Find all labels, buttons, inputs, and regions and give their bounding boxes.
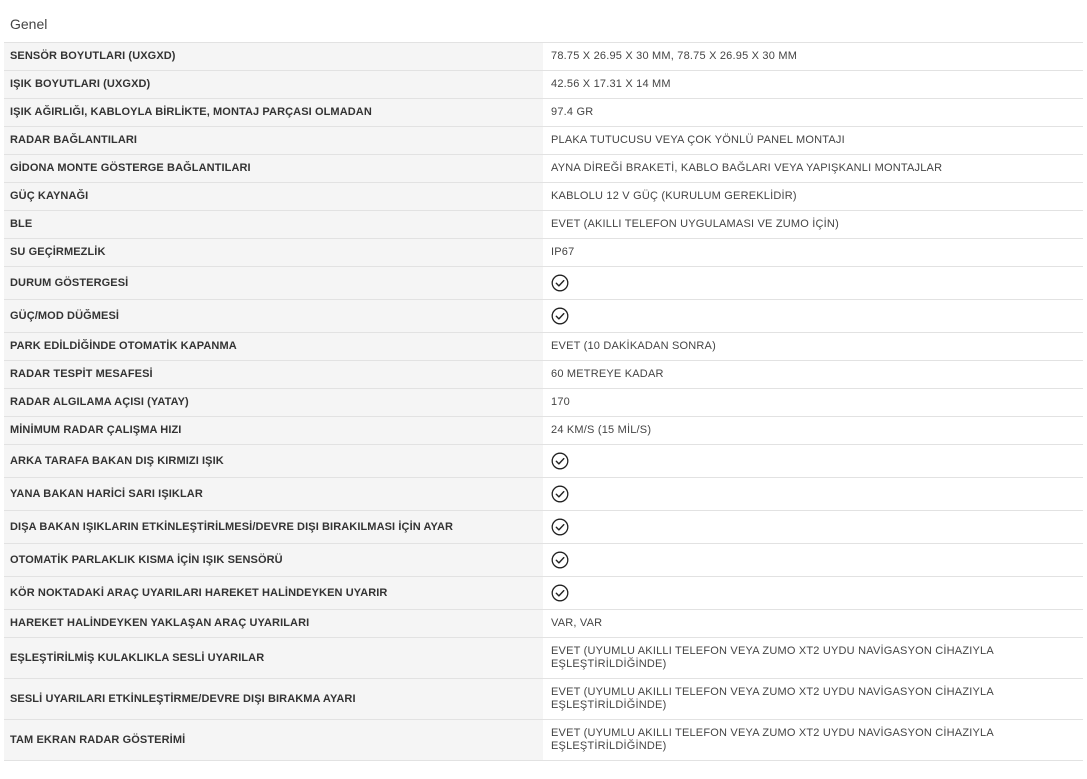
table-row (4, 577, 1083, 610)
spec-label: SENSÖR BOYUTLARI (UXGXD) (4, 43, 543, 71)
spec-label: DURUM GÖSTERGESİ (4, 267, 543, 300)
spec-value: EVET (AKILLI TELEFON UYGULAMASI VE ZUMO İÇİN) (543, 211, 1083, 239)
spec-value: 60 METREYE KADAR (543, 361, 1083, 389)
check-circle-icon (551, 518, 569, 536)
table-row (4, 610, 1083, 638)
spec-label: IŞIK AĞIRLIĞI, KABLOYLA BİRLİKTE, MONTAJ PARÇASI OLMADAN (4, 99, 543, 127)
spec-value: 97.4 GR (543, 99, 1083, 127)
table-row (4, 333, 1083, 361)
spec-label: GİDONA MONTE GÖSTERGE BAĞLANTILARI (4, 155, 543, 183)
table-row (4, 544, 1083, 577)
spec-label: DIŞA BAKAN IŞIKLARIN ETKİNLEŞTİRİLMESİ/DEVRE DIŞI BIRAKILMASI İÇİN AYAR (4, 511, 543, 544)
table-row (4, 361, 1083, 389)
table-row (4, 417, 1083, 445)
table-row (4, 71, 1083, 99)
spec-label: TAM EKRAN RADAR GÖSTERİMİ (4, 720, 543, 761)
spec-label: HAREKET HALİNDEYKEN YAKLAŞAN ARAÇ UYARILARI (4, 610, 543, 638)
spec-value (543, 511, 1083, 544)
table-row (4, 155, 1083, 183)
spec-value: 24 KM/S (15 MİL/S) (543, 417, 1083, 445)
table-row (4, 638, 1083, 679)
table-row (4, 445, 1083, 478)
spec-value: 42.56 X 17.31 X 14 MM (543, 71, 1083, 99)
check-circle-icon (551, 584, 569, 602)
spec-label: RADAR ALGILAMA AÇISI (YATAY) (4, 389, 543, 417)
spec-value: AYNA DİREĞİ BRAKETİ, KABLO BAĞLARI VEYA YAPIŞKANLI MONTAJLAR (543, 155, 1083, 183)
check-circle-icon (551, 485, 569, 503)
table-row (4, 211, 1083, 239)
spec-label: EŞLEŞTİRİLMİŞ KULAKLIKLA SESLİ UYARILAR (4, 638, 543, 679)
spec-label: GÜÇ KAYNAĞI (4, 183, 543, 211)
check-circle-icon (551, 274, 569, 292)
spec-label: MİNİMUM RADAR ÇALIŞMA HIZI (4, 417, 543, 445)
spec-label: BLE (4, 211, 543, 239)
spec-label: YANA BAKAN HARİCİ SARI IŞIKLAR (4, 478, 543, 511)
spec-value: 170 (543, 389, 1083, 417)
spec-label: IŞIK BOYUTLARI (UXGXD) (4, 71, 543, 99)
section-title: Genel (10, 16, 48, 32)
spec-value (543, 478, 1083, 511)
spec-label: ARKA TARAFA BAKAN DIŞ KIRMIZI IŞIK (4, 445, 543, 478)
spec-table (4, 42, 1083, 761)
spec-label: RADAR TESPİT MESAFESİ (4, 361, 543, 389)
spec-label: SESLİ UYARILARI ETKİNLEŞTİRME/DEVRE DIŞI BIRAKMA AYARI (4, 679, 543, 720)
table-row (4, 43, 1083, 71)
table-row (4, 478, 1083, 511)
spec-value (543, 300, 1083, 333)
table-row (4, 300, 1083, 333)
spec-value: 78.75 X 26.95 X 30 MM, 78.75 X 26.95 X 30 MM (543, 43, 1083, 71)
table-row (4, 127, 1083, 155)
spec-value: PLAKA TUTUCUSU VEYA ÇOK YÖNLÜ PANEL MONTAJI (543, 127, 1083, 155)
table-row (4, 511, 1083, 544)
table-row (4, 720, 1083, 761)
table-row (4, 679, 1083, 720)
spec-label: SU GEÇİRMEZLİK (4, 239, 543, 267)
table-row (4, 389, 1083, 417)
table-row (4, 239, 1083, 267)
spec-value (543, 267, 1083, 300)
check-circle-icon (551, 307, 569, 325)
spec-value: KABLOLU 12 V GÜÇ (KURULUM GEREKLİDİR) (543, 183, 1083, 211)
spec-value: EVET (UYUMLU AKILLI TELEFON VEYA ZUMO XT2 UYDU NAVİGASYON CİHAZIYLA EŞLEŞTİRİLDİĞİNDE) (543, 720, 1083, 761)
spec-value: EVET (UYUMLU AKILLI TELEFON VEYA ZUMO XT2 UYDU NAVİGASYON CİHAZIYLA EŞLEŞTİRİLDİĞİNDE) (543, 638, 1083, 679)
spec-label: PARK EDİLDİĞİNDE OTOMATİK KAPANMA (4, 333, 543, 361)
table-row (4, 267, 1083, 300)
spec-value: IP67 (543, 239, 1083, 267)
spec-value: EVET (10 DAKİKADAN SONRA) (543, 333, 1083, 361)
spec-label: RADAR BAĞLANTILARI (4, 127, 543, 155)
check-circle-icon (551, 452, 569, 470)
spec-value (543, 544, 1083, 577)
spec-label: OTOMATİK PARLAKLIK KISMA İÇİN IŞIK SENSÖRÜ (4, 544, 543, 577)
spec-value (543, 445, 1083, 478)
table-row (4, 183, 1083, 211)
spec-value: VAR, VAR (543, 610, 1083, 638)
spec-label: KÖR NOKTADAKİ ARAÇ UYARILARI HAREKET HALİNDEYKEN UYARIR (4, 577, 543, 610)
table-row (4, 99, 1083, 127)
spec-value: EVET (UYUMLU AKILLI TELEFON VEYA ZUMO XT2 UYDU NAVİGASYON CİHAZIYLA EŞLEŞTİRİLDİĞİNDE) (543, 679, 1083, 720)
check-circle-icon (551, 551, 569, 569)
spec-value (543, 577, 1083, 610)
spec-label: GÜÇ/MOD DÜĞMESİ (4, 300, 543, 333)
